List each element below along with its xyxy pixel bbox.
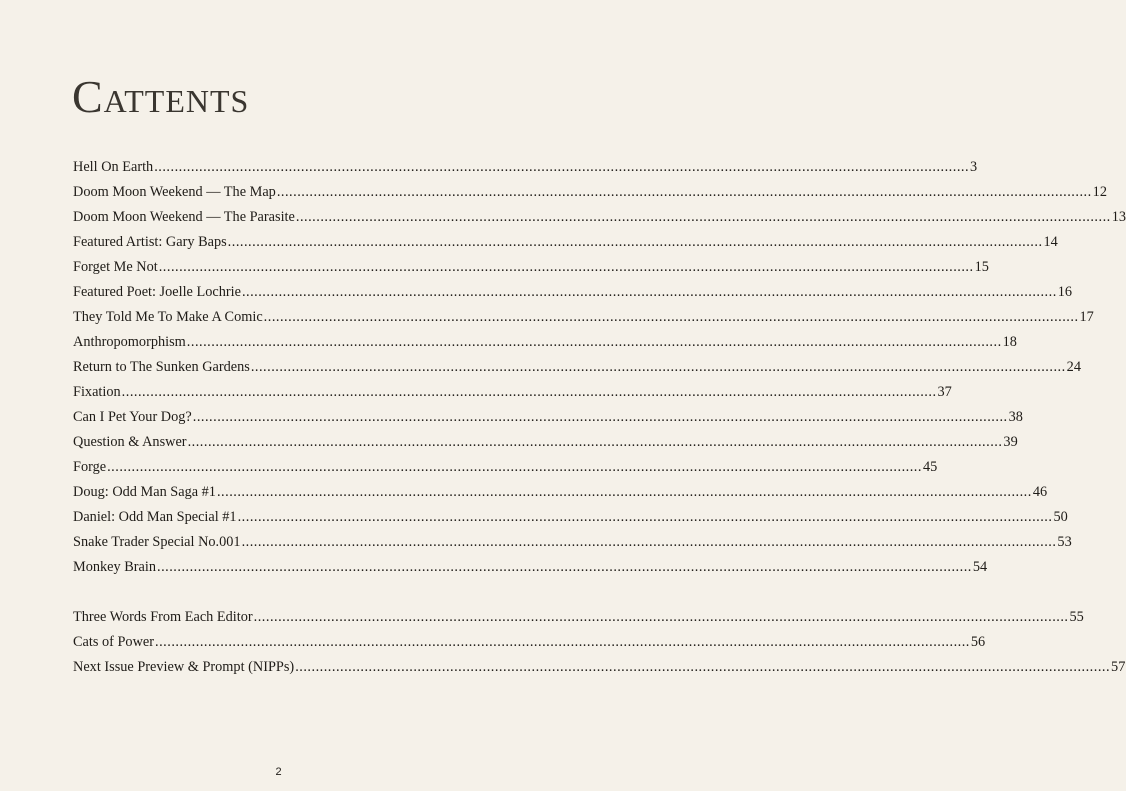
toc-entry (73, 455, 938, 480)
toc-dot-leader: ........................................................................................................................................................................................................ (216, 484, 1032, 500)
toc-dot-leader: ........................................................................................................................................................................................................ (186, 334, 1002, 350)
toc-dot-leader: ........................................................................................................................................................................................................ (187, 434, 1003, 450)
toc-entry-title: Anthropomorphism (73, 334, 186, 350)
toc-entry-page: 15 (974, 259, 989, 275)
toc-entry (73, 430, 1018, 455)
toc-entry-title: Three Words From Each Editor (73, 609, 253, 625)
toc-main-list (73, 155, 1126, 580)
toc-entry-page: 18 (1002, 334, 1017, 350)
toc-entry (73, 280, 1073, 305)
toc-entry (73, 480, 1048, 505)
toc-entry-page: 45 (922, 459, 938, 475)
toc-entry (73, 230, 1058, 255)
toc-entry-title: Next Issue Preview & Prompt (NIPPs) (73, 659, 295, 675)
toc-entry (73, 530, 1072, 555)
toc-entry (73, 155, 978, 180)
toc-dot-leader: ........................................................................................................................................................................................................ (154, 159, 970, 175)
toc-dot-leader: ........................................................................................................................................................................................................ (263, 309, 1079, 325)
toc-dot-leader: ........................................................................................................................................................................................................ (107, 459, 922, 475)
toc-entry-title: Featured Poet: Joelle Lochrie (73, 284, 241, 300)
toc-dot-leader: ........................................................................................................................................................................................................ (158, 259, 974, 275)
page-number: 2 (275, 766, 282, 778)
toc-dot-leader: ........................................................................................................................................................................................................ (276, 184, 1092, 200)
toc-dot-leader: ........................................................................................................................................................................................................ (121, 384, 937, 400)
toc-entry-page: 46 (1032, 484, 1048, 500)
toc-entry-title: Hell On Earth (73, 159, 154, 175)
toc-entry (73, 205, 1126, 230)
toc-entry-title: Can I Pet Your Dog? (73, 409, 192, 425)
toc-entry-title: Question & Answer (73, 434, 187, 450)
toc-entry-title: Daniel: Odd Man Special #1 (73, 509, 237, 525)
toc-entry (73, 180, 1107, 205)
toc-entry-page: 39 (1003, 434, 1018, 450)
toc-entry-page: 55 (1069, 609, 1084, 625)
toc-entry (73, 355, 1081, 380)
toc-entry-page: 50 (1053, 509, 1068, 525)
toc-dot-leader: ........................................................................................................................................................................................................ (253, 609, 1069, 625)
toc-entry-title: They Told Me To Make A Comic (73, 309, 263, 325)
toc-entry (73, 380, 952, 405)
toc-entry-page: 53 (1057, 534, 1072, 550)
toc-entry (73, 605, 1084, 630)
toc-dot-leader: ........................................................................................................................................................................................................ (227, 234, 1043, 250)
toc-dot-leader: ........................................................................................................................................................................................................ (250, 359, 1066, 375)
toc-entry-page: 14 (1043, 234, 1058, 250)
toc-dot-leader: ........................................................................................................................................................................................................ (192, 409, 1008, 425)
toc-entry (73, 255, 989, 280)
toc-entry-title: Cats of Power (73, 634, 155, 650)
toc-entry (73, 655, 1126, 680)
toc-dot-leader: ........................................................................................................................................................................................................ (241, 534, 1057, 550)
toc-entry (73, 330, 1017, 355)
toc-entry-page: 54 (972, 559, 988, 575)
toc-dot-leader: ........................................................................................................................................................................................................ (155, 634, 970, 650)
table-of-contents (73, 155, 1126, 680)
toc-entry-title: Snake Trader Special No.001 (73, 534, 241, 550)
toc-entry-title: Forge (73, 459, 107, 475)
toc-entry (73, 305, 1094, 330)
toc-entry-page: 16 (1057, 284, 1073, 300)
toc-entry-title: Doom Moon Weekend — The Parasite (73, 209, 295, 225)
toc-entry-title: Forget Me Not (73, 259, 158, 275)
page-title: Cattents (72, 71, 250, 122)
toc-entry-title: Fixation (73, 384, 121, 400)
toc-dot-leader: ........................................................................................................................................................................................................ (295, 209, 1111, 225)
toc-entry (73, 555, 988, 580)
toc-entry (73, 505, 1068, 530)
toc-entry-page: 3 (970, 159, 978, 175)
toc-entry-title: Return to The Sunken Gardens (73, 359, 250, 375)
toc-entry-page: 24 (1066, 359, 1081, 375)
toc-entry-page: 13 (1111, 209, 1126, 225)
toc-entry-page: 37 (937, 384, 952, 400)
toc-entry-page: 12 (1092, 184, 1107, 200)
toc-dot-leader: ........................................................................................................................................................................................................ (157, 559, 972, 575)
toc-dot-leader: ........................................................................................................................................................................................................ (241, 284, 1057, 300)
toc-entry-page: 56 (970, 634, 986, 650)
toc-dot-leader: ........................................................................................................................................................................................................ (295, 659, 1111, 675)
toc-entry-page: 17 (1079, 309, 1094, 325)
toc-entry (73, 630, 986, 655)
toc-dot-leader: ........................................................................................................................................................................................................ (237, 509, 1053, 525)
toc-entry-title: Doug: Odd Man Saga #1 (73, 484, 216, 500)
toc-entry-title: Monkey Brain (73, 559, 156, 575)
toc-entry-title: Doom Moon Weekend — The Map (73, 184, 276, 200)
toc-entry (73, 405, 1023, 430)
toc-extras-list (73, 605, 1126, 680)
toc-entry-page: 57 (1111, 659, 1126, 675)
toc-entry-page: 38 (1008, 409, 1023, 425)
toc-entry-title: Featured Artist: Gary Baps (73, 234, 227, 250)
